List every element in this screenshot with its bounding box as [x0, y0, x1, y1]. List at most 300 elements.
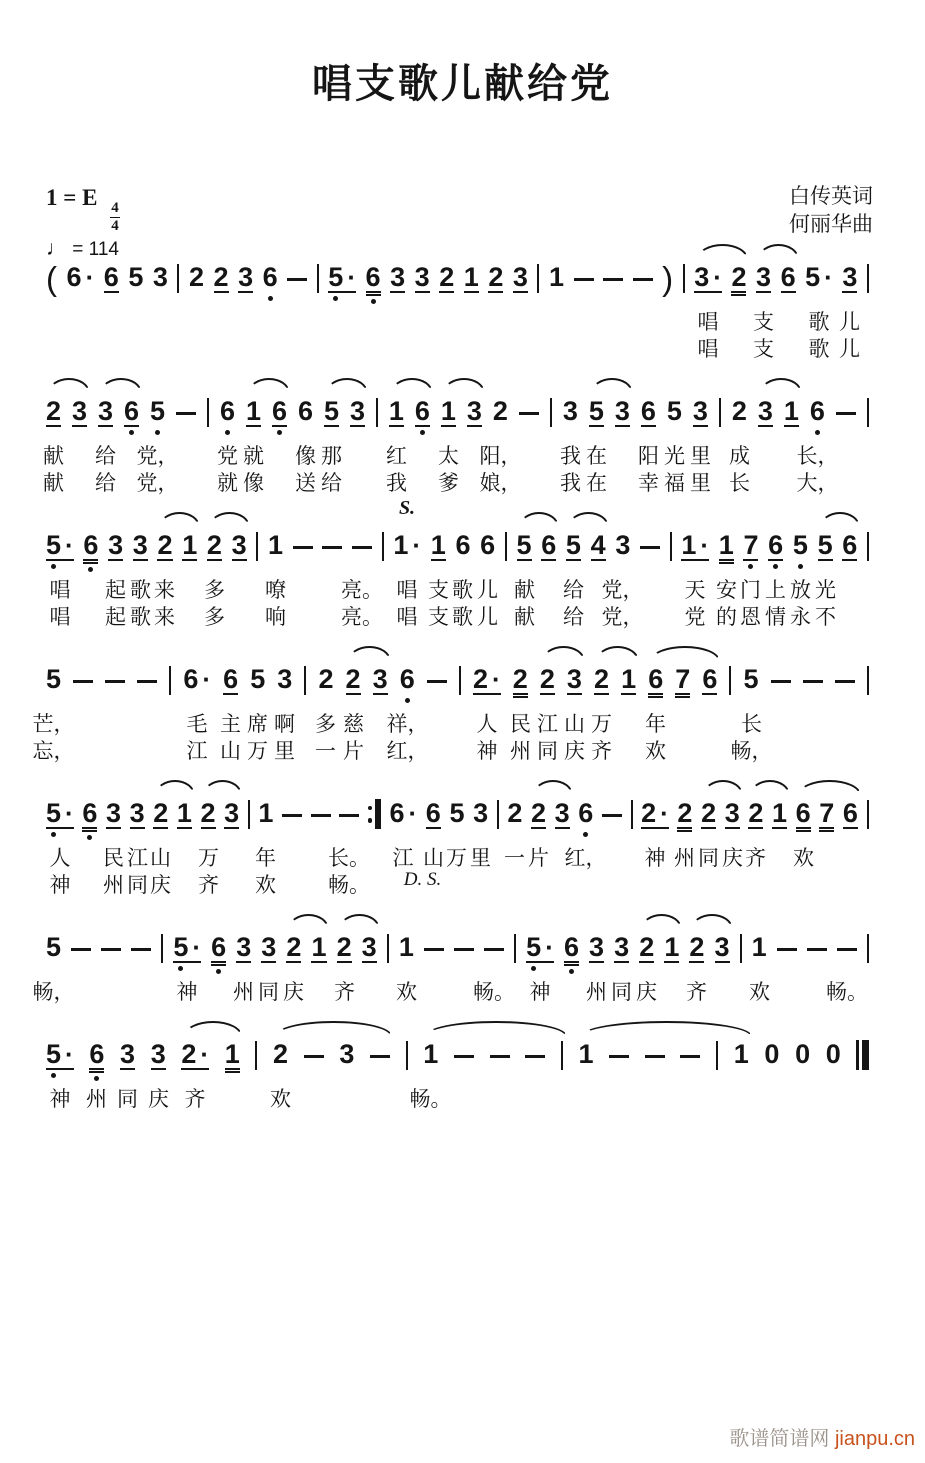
note	[46, 934, 61, 963]
lyric-syllable: 阳，	[479, 445, 522, 468]
note-number: 2	[701, 798, 717, 828]
rest-note	[795, 1041, 810, 1070]
note-number: 6	[702, 664, 718, 694]
augmentation-dot: ·	[200, 1039, 210, 1069]
note-number: 5	[792, 530, 808, 560]
note-number: 2	[206, 530, 222, 560]
note-number: 1	[388, 396, 404, 426]
barline	[683, 264, 685, 293]
lyric-syllable: 就	[217, 472, 238, 495]
note	[732, 398, 747, 427]
lyric-syllable: 欢	[396, 981, 417, 1004]
note-number: 5	[817, 530, 833, 560]
barline	[514, 934, 516, 963]
lyric-syllable: 娘，	[479, 472, 522, 495]
lyric-syllable: 大，	[796, 472, 839, 495]
lyric-syllable: 儿	[839, 311, 860, 334]
note-number: 5	[46, 932, 62, 962]
note-number: 6	[183, 664, 199, 694]
quarter-note-icon: ♩	[46, 237, 67, 260]
lyric-syllable: 长	[729, 472, 750, 495]
lyric-syllable: 毛	[186, 713, 208, 736]
note-number: 6	[541, 530, 557, 560]
duration-dash	[519, 412, 539, 415]
lyric-syllable: 齐	[334, 981, 355, 1004]
lyric-syllable: 唱	[697, 338, 719, 361]
lyric-syllable: 畅，	[730, 740, 773, 763]
lyric-syllable: 儿	[477, 579, 498, 602]
lyric-syllable: 同	[611, 981, 632, 1004]
note	[286, 934, 301, 963]
lyric-syllable: 片	[343, 740, 364, 763]
note-number: 6	[425, 798, 441, 828]
repeat-end-sign	[368, 799, 381, 829]
note-number: 3	[756, 262, 772, 292]
note-number: 5	[46, 664, 62, 694]
note	[415, 264, 430, 293]
lyric-syllable: 歌	[452, 606, 473, 629]
note	[415, 398, 430, 427]
note	[173, 934, 201, 963]
note-number: 2	[731, 262, 747, 292]
note	[261, 934, 276, 963]
repeat-dots	[368, 806, 373, 823]
segno-mark: S.	[398, 497, 416, 519]
note-number: 1	[430, 530, 446, 560]
lyric-syllable: 歌	[130, 579, 151, 602]
note	[473, 666, 501, 695]
note-number: 1	[681, 530, 697, 560]
note-number: 1	[267, 530, 283, 560]
note-number: 6	[297, 396, 313, 426]
slur-arc	[209, 512, 250, 527]
note-number: 3	[120, 1039, 136, 1069]
note	[564, 934, 579, 963]
notes-row	[46, 661, 869, 695]
note-number: 6	[795, 798, 811, 828]
note-number: 5	[516, 530, 532, 560]
lyric-syllable: 庆	[564, 740, 585, 763]
lyric-syllable: 欢	[255, 874, 276, 897]
note	[566, 532, 581, 561]
notation-system	[46, 1036, 869, 1109]
note-number: 6	[389, 798, 405, 828]
duration-dash	[771, 680, 791, 683]
note	[46, 666, 61, 695]
note	[578, 800, 593, 829]
note-number: 5	[250, 664, 266, 694]
note	[272, 398, 287, 427]
duration-dash	[339, 814, 359, 817]
note	[449, 800, 464, 829]
slur-arc	[155, 780, 195, 795]
note-number: 2	[472, 664, 488, 694]
barline	[867, 934, 869, 963]
lyric-syllable: 庆	[150, 874, 171, 897]
note-number: 2	[748, 798, 764, 828]
lyric-syllable: 人	[49, 847, 71, 870]
duration-dash	[603, 278, 623, 281]
watermark	[729, 1422, 915, 1451]
note	[731, 264, 746, 293]
note	[232, 532, 247, 561]
lyric-syllable: 神	[49, 1088, 71, 1111]
barline	[505, 532, 507, 561]
slur-arc	[275, 1021, 393, 1036]
lyric-syllable: 来	[154, 606, 175, 629]
note	[555, 800, 570, 829]
lyric-syllable: 神	[176, 981, 198, 1004]
lyric-syllable: 齐	[184, 1088, 206, 1111]
lyric-syllable: 响	[265, 606, 286, 629]
note	[399, 934, 414, 963]
tempo-marking	[46, 237, 873, 261]
time-numerator: 4	[111, 200, 119, 216]
lyric-syllable: 儿	[839, 338, 860, 361]
note-number: 5	[526, 932, 542, 962]
time-signature	[110, 201, 120, 234]
lyric-syllable: 福	[664, 472, 685, 495]
lyric-syllable: 放	[790, 579, 811, 602]
lyric-syllable: 成	[729, 445, 750, 468]
note	[842, 264, 857, 293]
note-number: 6	[455, 530, 471, 560]
note-number: 6	[89, 1039, 105, 1069]
lyric-syllable: 党，	[601, 606, 644, 629]
note	[667, 398, 682, 427]
note	[675, 666, 690, 695]
duration-dash	[640, 546, 660, 549]
slur-arc	[596, 646, 639, 661]
note	[639, 934, 654, 963]
lyric-syllable: 支	[753, 338, 774, 361]
barline	[387, 934, 389, 963]
note	[153, 800, 168, 829]
note-number: 2	[512, 664, 528, 694]
lyric-syllable: 歌	[452, 579, 473, 602]
note	[157, 532, 172, 561]
note	[236, 934, 251, 963]
note-number: 3	[694, 262, 710, 292]
note	[201, 800, 216, 829]
note-number: 3	[132, 530, 148, 560]
duration-dash	[71, 948, 91, 951]
note-number: 6	[414, 396, 430, 426]
note-number: 7	[819, 798, 835, 828]
lyrics-row	[46, 306, 869, 332]
note-number: 2	[677, 798, 693, 828]
note-number: 6	[211, 932, 227, 962]
note-number: 6	[809, 396, 825, 426]
note-number: 1	[176, 798, 192, 828]
note	[67, 264, 95, 293]
lyric-syllable: 民	[510, 713, 531, 736]
note-number: 3	[72, 396, 88, 426]
lyric-syllable: 我	[560, 472, 581, 495]
lyrics-row	[46, 1083, 869, 1109]
note	[250, 666, 265, 695]
dal-segno-mark: D. S.	[403, 869, 442, 890]
lyric-syllable: 安	[716, 579, 737, 602]
note-number: 3	[615, 530, 631, 560]
augmentation-dot: ·	[65, 1039, 74, 1069]
note-number: 3	[562, 396, 578, 426]
credits	[789, 183, 873, 240]
note-number: 6	[66, 262, 82, 292]
note-number: 5	[128, 262, 144, 292]
lyric-syllable: 红	[386, 445, 407, 468]
note-number: 3	[473, 798, 489, 828]
lyric-syllable: 给	[95, 445, 116, 468]
note-number: 0	[825, 1039, 841, 1069]
note-number: 2	[507, 798, 523, 828]
note-number: 5	[46, 1039, 62, 1069]
key-equals: =	[63, 185, 77, 210]
note-number: 3	[152, 262, 168, 292]
note-number: 3	[589, 932, 605, 962]
duration-dash	[282, 814, 302, 817]
note	[224, 800, 239, 829]
note-number: 5	[449, 798, 465, 828]
note	[214, 264, 229, 293]
note	[743, 532, 758, 561]
note	[46, 532, 74, 561]
note	[756, 264, 771, 293]
barline	[867, 532, 869, 561]
note	[128, 264, 143, 293]
note	[689, 934, 704, 963]
note-number: 2	[157, 530, 173, 560]
duration-dash	[680, 1055, 700, 1058]
note	[311, 934, 326, 963]
meta-band	[46, 185, 873, 260]
note-number: 6	[640, 396, 656, 426]
lyric-syllable: 多	[204, 579, 225, 602]
slur-arc	[641, 914, 682, 929]
note	[843, 800, 858, 829]
notes-row	[46, 929, 869, 963]
watermark-link[interactable]: jianpu.cn	[834, 1428, 915, 1450]
note	[104, 264, 119, 293]
note-number: 3	[224, 798, 240, 828]
note-number: 5	[743, 664, 759, 694]
lyric-syllable: 神	[529, 981, 551, 1004]
lyric-syllable: 齐	[591, 740, 612, 763]
note-number: 3	[105, 798, 121, 828]
note	[752, 934, 767, 963]
note-number: 0	[764, 1039, 780, 1069]
lyric-syllable: 里	[274, 740, 295, 763]
note	[151, 1041, 166, 1070]
note	[130, 800, 145, 829]
note-number: 3	[372, 664, 388, 694]
barline	[382, 532, 384, 561]
slur-arc	[533, 780, 573, 795]
note	[819, 800, 834, 829]
note	[441, 398, 456, 427]
barline	[207, 398, 209, 427]
note	[350, 398, 365, 427]
note-number: 6	[480, 530, 496, 560]
note	[426, 800, 441, 829]
lyric-syllable: 畅。	[473, 981, 515, 1004]
note	[589, 934, 604, 963]
lyric-syllable: 在	[586, 445, 607, 468]
lyric-syllable: 州	[233, 981, 254, 1004]
barline	[406, 1041, 408, 1070]
lyric-syllable: 州	[586, 981, 607, 1004]
lyric-syllable: 不	[815, 606, 836, 629]
slur-arc	[425, 1021, 567, 1036]
lyric-syllable: 年	[255, 847, 276, 870]
note	[82, 800, 97, 829]
lyric-syllable: 唱	[697, 311, 719, 334]
slur-arc	[100, 378, 142, 393]
lyric-syllable: 慈	[343, 713, 364, 736]
notation-system	[46, 795, 869, 895]
note	[318, 666, 333, 695]
lyric-syllable: 芒，	[32, 713, 75, 736]
note-number: 3	[261, 932, 277, 962]
note-number: 3	[277, 664, 293, 694]
slur-arc	[591, 378, 633, 393]
note	[246, 398, 261, 427]
duration-dash	[137, 680, 157, 683]
time-denominator: 4	[111, 218, 119, 234]
note-number: 3	[98, 396, 114, 426]
note	[594, 666, 609, 695]
lyric-syllable: 同	[117, 1088, 138, 1111]
lyric-syllable: 欢	[793, 847, 814, 870]
note	[298, 398, 313, 427]
note-number: 1	[182, 530, 198, 560]
lyric-syllable: 万	[446, 847, 467, 870]
lyric-syllable: 亮。	[341, 579, 383, 602]
barline	[537, 264, 539, 293]
note	[328, 264, 356, 293]
note	[46, 1041, 74, 1070]
barline	[867, 398, 869, 427]
note-number: 5	[805, 262, 821, 292]
note	[793, 532, 808, 561]
note-number: 3	[614, 932, 630, 962]
note-number: 6	[82, 798, 98, 828]
notation-system	[46, 497, 869, 629]
lyric-syllable: 来	[154, 579, 175, 602]
note	[393, 532, 421, 561]
note	[373, 666, 388, 695]
note-number: 3	[692, 396, 708, 426]
notation-system	[43, 393, 869, 495]
duration-dash	[176, 412, 196, 415]
lyric-syllable: 亮。	[341, 606, 383, 629]
slur-arc	[691, 914, 733, 929]
lyrics-row	[46, 601, 869, 627]
note-number: 3	[842, 262, 858, 292]
duration-dash	[837, 948, 857, 951]
slur-arc	[339, 914, 380, 929]
slur-arc	[581, 1021, 752, 1036]
augmentation-dot: ·	[65, 530, 74, 560]
lyric-syllable: 山	[423, 847, 444, 870]
note	[549, 264, 564, 293]
slur-arc	[542, 646, 585, 661]
note	[526, 934, 554, 963]
note	[263, 264, 278, 293]
lyric-syllable: 唱	[49, 606, 71, 629]
lyric-syllable: 万	[247, 740, 268, 763]
note	[563, 398, 578, 427]
note-number: 2	[439, 262, 455, 292]
note	[238, 264, 253, 293]
note	[715, 934, 730, 963]
repeat-thick-bar	[375, 799, 381, 829]
lyric-syllable: 的	[716, 606, 737, 629]
notes-row	[46, 393, 869, 427]
note-number: 3	[236, 932, 252, 962]
lyric-syllable: 里	[690, 445, 711, 468]
slur-arc	[248, 378, 290, 393]
lyric-syllable: 庆	[636, 981, 657, 1004]
note-number: 6	[399, 664, 415, 694]
note-number: 5	[46, 798, 62, 828]
note-number: 1	[718, 530, 734, 560]
slur-arc	[750, 780, 790, 795]
note	[133, 532, 148, 561]
lyric-syllable: 啊	[274, 713, 295, 736]
note-number: 2	[530, 798, 546, 828]
note	[120, 1041, 135, 1070]
lyric-syllable: 天	[684, 579, 706, 602]
duration-dash	[490, 1055, 510, 1058]
lyric-syllable: 里	[470, 847, 491, 870]
note-number: 7	[675, 664, 691, 694]
note-number: 2	[639, 932, 655, 962]
composer-credit: 何丽华曲	[789, 213, 873, 237]
note-number: 3	[614, 396, 630, 426]
note	[648, 666, 663, 695]
note	[664, 934, 679, 963]
note	[615, 532, 630, 561]
note	[748, 800, 763, 829]
slur-arc	[203, 780, 242, 795]
slur-arc	[798, 780, 861, 795]
barline	[459, 666, 461, 695]
rest-note	[826, 1041, 841, 1070]
notes-row	[46, 1036, 869, 1070]
lyric-syllable: 党	[684, 606, 706, 629]
lyric-syllable: 一	[315, 740, 336, 763]
lyric-syllable: 齐	[198, 874, 219, 897]
note	[818, 532, 833, 561]
lyric-syllable: 里	[690, 472, 711, 495]
augmentation-dot: ·	[192, 932, 202, 962]
note	[153, 264, 168, 293]
lyric-syllable: 党	[217, 445, 238, 468]
lyric-syllable: 嘹	[265, 579, 286, 602]
lyrics-row	[32, 708, 869, 736]
note	[207, 532, 222, 561]
note	[189, 264, 204, 293]
lyric-syllable: 歌	[808, 338, 830, 361]
lyric-syllable: 江	[127, 847, 148, 870]
note-number: 6	[578, 798, 594, 828]
note-number: 1	[549, 262, 565, 292]
barline	[497, 800, 499, 829]
slur-arc	[650, 646, 720, 661]
note-number: 6	[842, 798, 858, 828]
notes-row	[46, 497, 869, 561]
